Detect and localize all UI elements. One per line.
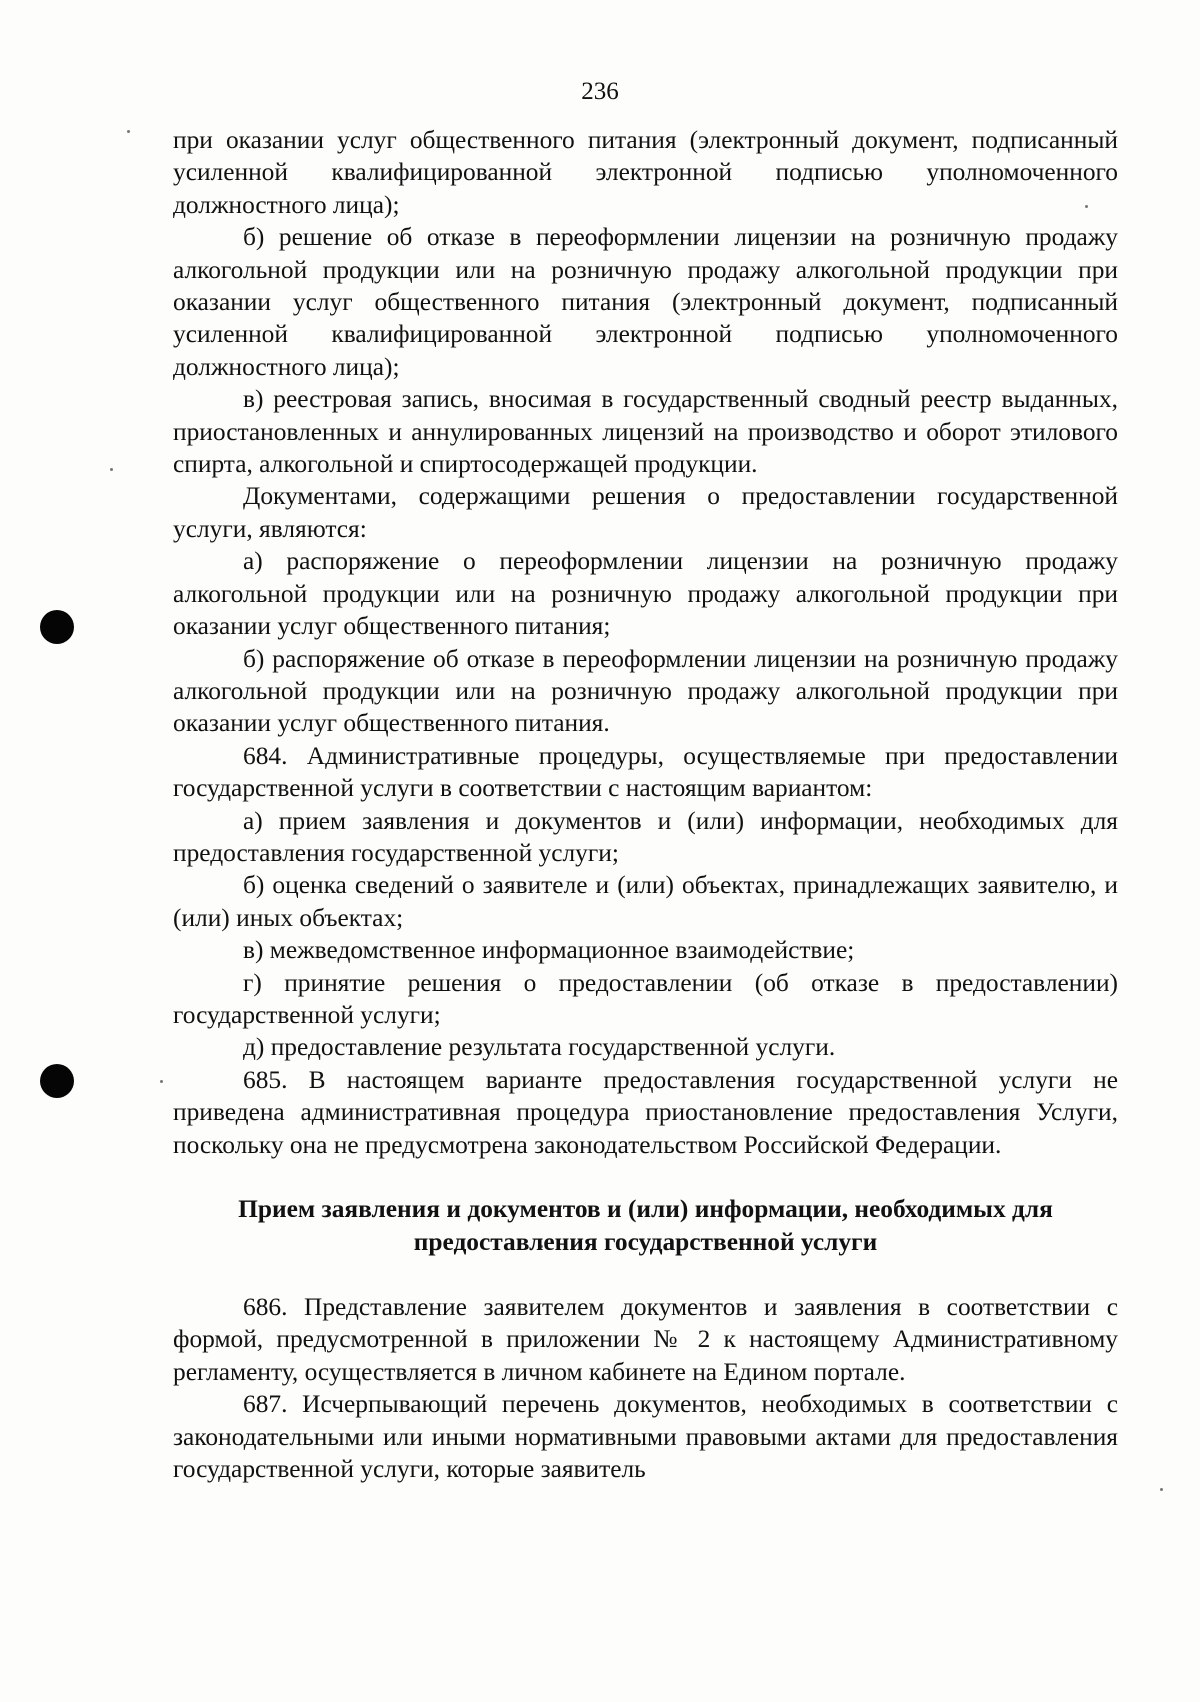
scan-speck — [110, 468, 113, 471]
punch-hole — [40, 610, 74, 644]
paragraph: б) распоряжение об отказе в переоформлении лицензии на розничную продажу алкогольной продукции или на розничную продажу алкогольной продукции при оказании услуг общественного питания. — [173, 644, 1118, 738]
scan-speck — [1160, 1488, 1163, 1491]
paragraph: 687. Исчерпывающий перечень документов, необходимых в соответствии с законодательными или иными нормативными правовыми актами для предоставления государственной услуги, которые заявитель — [173, 1390, 1118, 1484]
paragraph: Документами, содержащими решения о предоставлении государственной услуги, являются: — [173, 482, 1118, 543]
paragraph: а) прием заявления и документов и (или) информации, необходимых для предоставления государственной услуги; — [173, 806, 1118, 867]
section-heading: Прием заявления и документов и (или) информации, необходимых для предоставления государственной услуги — [238, 1195, 1053, 1256]
punch-hole — [40, 1064, 74, 1098]
paragraph: в) межведомственное информационное взаимодействие; — [243, 936, 855, 965]
paragraph: г) принятие решения о предоставлении (об отказе в предоставлении) государственной услуги; — [173, 968, 1118, 1029]
page-number: 236 — [581, 78, 619, 105]
scan-speck — [160, 1080, 163, 1083]
paragraph: 684. Административные процедуры, осуществляемые при предоставлении государственной услуги в соответствии с настоящим вариантом: — [173, 741, 1118, 803]
paragraph: 685. В настоящем варианте предоставления государственной услуги не приведена административная процедура приостановление предоставления Услуги, поскольку она не предусмотрена законодательством Российской Федерации. — [173, 1065, 1118, 1159]
paragraph: при оказании услуг общественного питания (электронный документ, подписанный усиленной квалифицированной электронной подписью уполномоченного должностного лица); — [173, 126, 1118, 219]
document-body — [173, 124, 1118, 1485]
paragraph: 686. Представление заявителем документов и заявления в соответствии с формой, предусмотренной в приложении № 2 к настоящему Административному регламенту, осуществляется в личном кабинете на Едином портале. — [173, 1293, 1118, 1386]
paragraph: в) реестровая запись, вносимая в государственный сводный реестр выданных, приостановленных и аннулированных лицензий на производство и оборот этилового спирта, алкогольной и спиртосодержащей продукции. — [173, 385, 1118, 479]
paragraph: д) предоставление результата государственной услуги. — [243, 1033, 836, 1062]
paragraph: а) распоряжение о переоформлении лицензии на розничную продажу алкогольной продукции или на розничную продажу алкогольной продукции при оказании услуг общественного питания; — [173, 547, 1118, 641]
paragraph: б) решение об отказе в переоформлении лицензии на розничную продажу алкогольной продукции или на розничную продажу алкогольной продукции при оказании услуг общественного питания (электронный документ, подписанный усиленной квалифицированной электронной подписью уполномоченного должностного лица); — [173, 223, 1118, 381]
scan-speck — [127, 130, 130, 133]
paragraph: б) оценка сведений о заявителе и (или) объектах, принадлежащих заявителю, и (или) иных объектах; — [173, 871, 1118, 932]
